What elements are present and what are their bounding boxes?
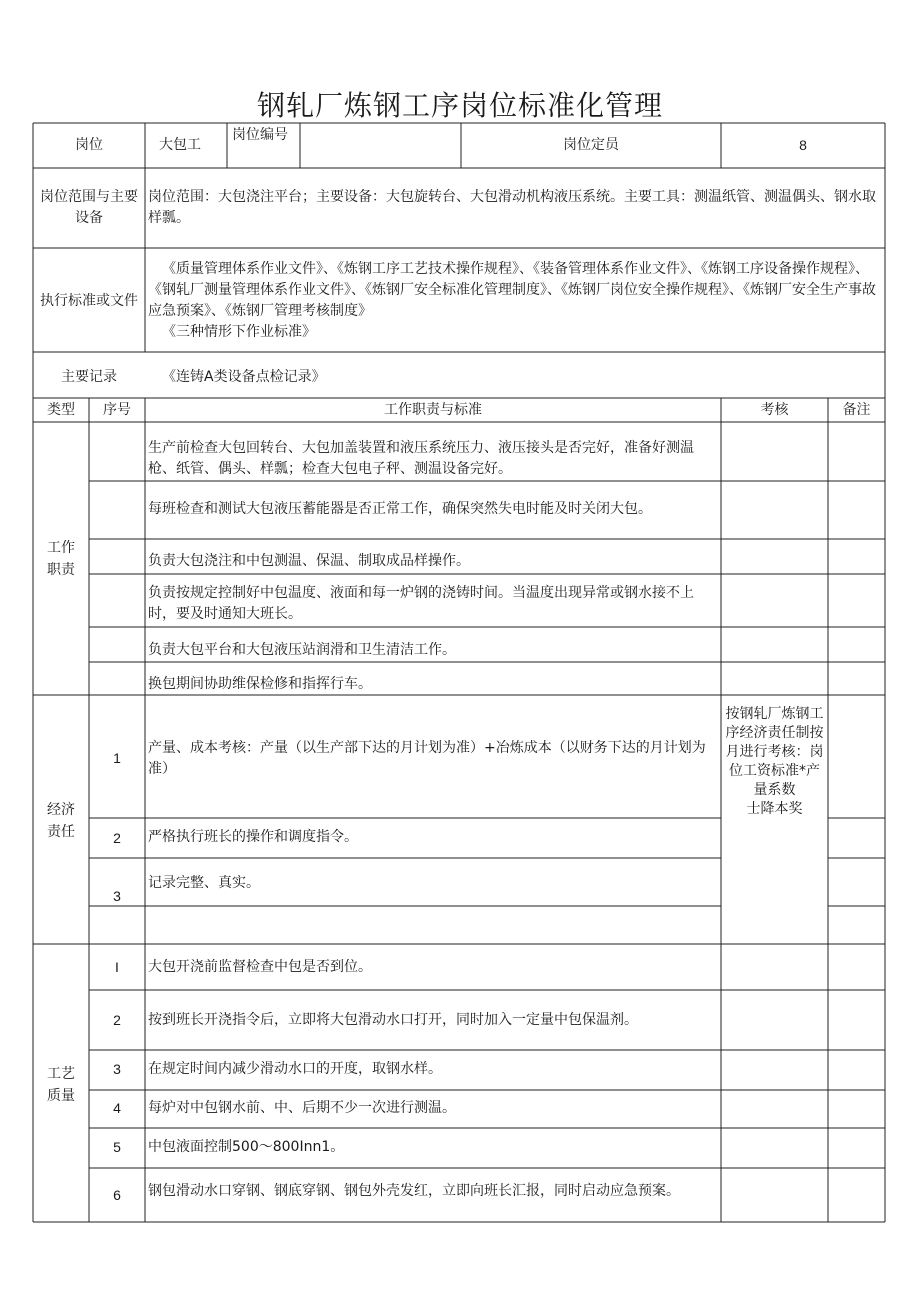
scope-label-line2: 设备 <box>75 210 103 226</box>
work-duty-row: 生产前检查大包回转台、大包加盖装置和液压系统压力、液压接头是否完好，准备好测温枪、纸管、偶头、样瓢；检查大包电子秤、测温设备完好。 <box>148 440 694 477</box>
work-duties-label-line2: 职责 <box>47 562 75 578</box>
economic-assessment <box>721 705 828 819</box>
process-seq: 5 <box>113 1139 121 1155</box>
process-row: 大包开浇前监督检查中包是否到位。 <box>148 959 372 975</box>
work-duties-label-line1: 工作 <box>47 540 75 556</box>
standards-label: 执行标准或文件 <box>40 293 138 309</box>
economic-seq: 1 <box>113 750 121 766</box>
process-row: 按到班长开浇指令后，立即将大包滑动水口打开，同时加入一定量中包保温剂。 <box>148 1012 638 1028</box>
work-duty-row: 负责按规定控制好中包温度、液面和每一炉钢的浇铸时间。当温度出现异常或钢水接不上时，要及时通知大班长。 <box>148 585 694 622</box>
process-seq: 2 <box>113 1012 121 1028</box>
economic-label-line2: 责任 <box>47 824 75 840</box>
column-remark: 备注 <box>842 402 871 418</box>
scope-label-line1: 岗位范围与主要 <box>40 189 138 205</box>
standards-text: 《质量管理体系作业文件》、《炼钢工序工艺技术操作规程》、《装备管理体系作业文件》、《炼钢工序设备操作规程》、《钢轧厂测量管理体系作业文件》、《炼钢厂安全标准化管理制度》、《炼钢厂岗位安全操作规程》、《炼钢厂安全生产事故应急预案》、《炼钢厂管理考核制度》 <box>148 261 876 319</box>
process-seq: 4 <box>113 1100 121 1116</box>
process-label-line2: 质量 <box>47 1088 75 1104</box>
economic-row: 严格执行班长的操作和调度指令。 <box>148 829 358 845</box>
work-duty-row: 负责大包平台和大包液压站润滑和卫生清洁工作。 <box>148 642 456 658</box>
column-assess: 考核 <box>760 402 789 418</box>
records-text: 《连铸A类设备点检记录》 <box>162 369 326 385</box>
work-duty-row: 换包期间协助维保检修和指挥行车。 <box>148 676 372 692</box>
work-duty-row: 每班检查和测试大包液压蓄能器是否正常工作，确保突然失电时能及时关闭大包。 <box>148 501 652 517</box>
process-seq: I <box>115 959 119 975</box>
page-title: 钢轧厂炼钢工序岗位标准化管理 <box>256 89 663 122</box>
process-row: 每炉对中包钢水前、中、后期不少一次进行测温。 <box>148 1100 456 1116</box>
post-label: 岗位 <box>75 137 103 153</box>
process-row: 钢包滑动水口穿钢、钢底穿钢、钢包外壳发红，立即向班长汇报，同时启动应急预案。 <box>148 1183 680 1199</box>
standards-text-2: 《三种情形下作业标准》 <box>162 324 316 340</box>
assess-line: 月进行考核：岗 <box>725 744 824 760</box>
assess-line: 量系数 <box>753 782 796 798</box>
process-seq: 6 <box>113 1187 121 1203</box>
economic-seq: 3 <box>113 888 121 904</box>
work-duty-row: 负责大包浇注和中包测温、保温、制取成品样操作。 <box>148 553 470 569</box>
process-seq: 3 <box>113 1061 121 1077</box>
post-value: 大包工 <box>159 137 201 153</box>
scope-text: 岗位范围：大包浇注平台；主要设备：大包旋转台、大包滑动机构液压系统。主要工具：测温纸管、测温偶头、钢水取样瓢。 <box>148 189 876 226</box>
economic-label-line1: 经济 <box>47 802 75 818</box>
economic-row: 产量、成本考核：产量（以生产部下达的月计划为准）+冶炼成本（以财务下达的月计划为准） <box>148 740 706 777</box>
column-seq: 序号 <box>103 402 131 418</box>
post-number-label: 岗位编号 <box>232 127 288 143</box>
assess-line: 位工资标准*产 <box>729 763 820 779</box>
economic-row: 记录完整、真实。 <box>148 875 260 891</box>
process-row: 中包液面控制500～800Inn1。 <box>148 1139 345 1155</box>
column-duty: 工作职责与标准 <box>384 402 482 418</box>
staffing-label: 岗位定员 <box>563 137 619 153</box>
staffing-value: 8 <box>799 137 807 153</box>
records-label: 主要记录 <box>61 369 117 385</box>
assess-line: 按钢轧厂炼钢工 <box>725 706 824 722</box>
process-label-line1: 工艺 <box>47 1066 75 1082</box>
assess-line: 序经济责任制按 <box>725 725 824 741</box>
process-row: 在规定时间内减少滑动水口的开度，取钢水样。 <box>148 1061 442 1077</box>
assess-line: 士降本奖 <box>746 801 803 817</box>
economic-seq: 2 <box>113 830 121 846</box>
column-type: 类型 <box>47 402 75 418</box>
